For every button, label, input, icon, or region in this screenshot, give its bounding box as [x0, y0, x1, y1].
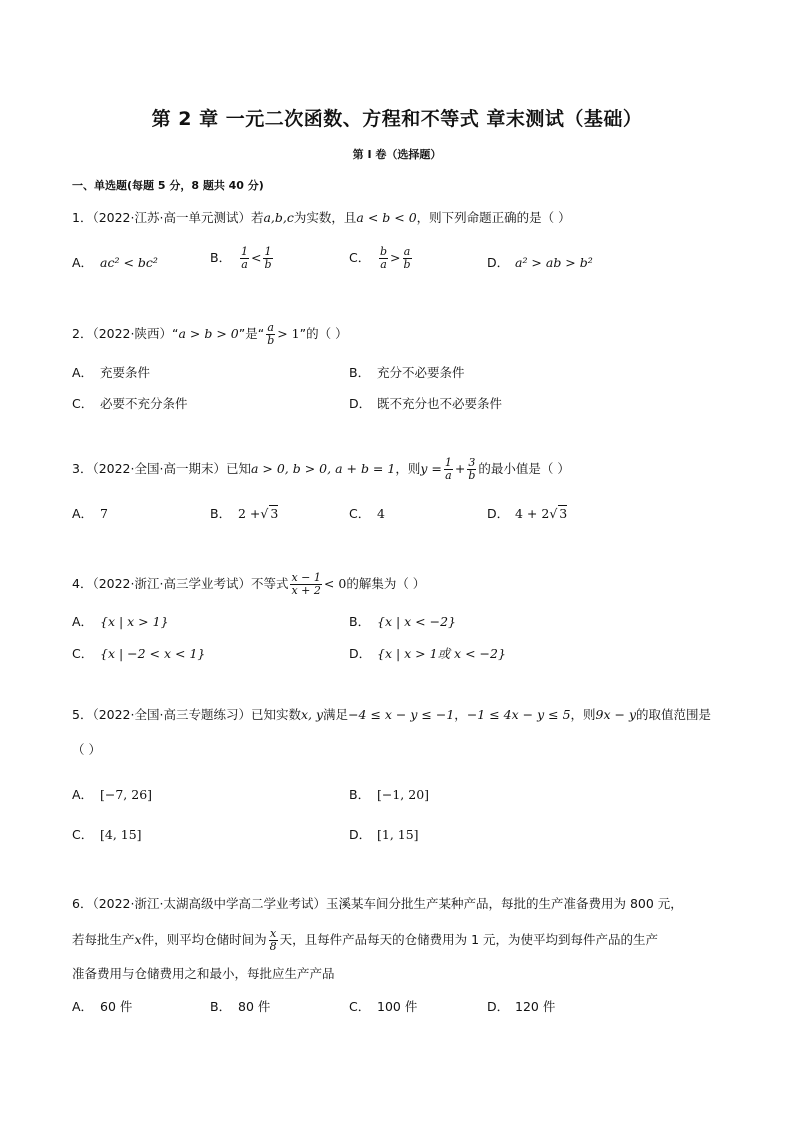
question-6-stem-line-2: 若每批生产x件，则平均仓储时间为 $\frac{x}{8}$ 天，且每件产品每天的仓储费用为 1 元，为使平均到每件产品的生产 [72, 927, 658, 953]
paper-subtitle: 第 I 卷（选择题） [352, 148, 442, 161]
question-4-option-b: B． {x | x < −2} [349, 614, 457, 629]
question-1-option-a: A． ac² < bc² [72, 255, 158, 270]
question-3-stem: 3．（2022·全国·高一期末）已知a > 0, b > 0, a + b = 1，则y = $\frac{1}{a}$ + $\frac{3}{b}$ 的最小值是（ ） [72, 456, 570, 482]
question-2-option-b: B． 充分不必要条件 [349, 365, 465, 380]
question-6-option-d: D． 120 件 [487, 999, 556, 1014]
question-2-stem: 2．（2022·陕西）“a > b > 0”是“ $\frac{a}{b}$ > 1”的（ ） [72, 321, 348, 347]
page-title: 第 2 章 一元二次函数、方程和不等式 章末测试（基础） [151, 108, 643, 130]
question-4-option-a: A． {x | x > 1} [72, 614, 169, 629]
question-1-stem: 1．（2022·江苏·高一单元测试）若a,b,c为实数，且a < b < 0，则下列命题正确的是（ ） [72, 210, 571, 225]
question-3-option-a: A． 7 [72, 506, 108, 521]
question-1-option-d: D． a² > ab > b² [487, 255, 593, 270]
question-6-option-c: C． 100 件 [349, 999, 418, 1014]
question-6-option-a: A． 60 件 [72, 999, 133, 1014]
question-5-stem-line-2: （ ） [72, 742, 101, 757]
question-4-stem: 4．（2022·浙江·高三学业考试）不等式 $\frac{x - 1}{x + 2}$ < 0的解集为（ ） [72, 571, 426, 597]
question-5-option-b: B． [−1, 20] [349, 787, 430, 802]
question-3-option-d: D． 4 + 2√ 3 [487, 506, 568, 521]
question-5-stem: 5．（2022·全国·高三专题练习）已知实数x, y满足−4 ≤ x − y ≤ −1，−1 ≤ 4x − y ≤ 5，则9x − y的取值范围是 [72, 707, 712, 722]
question-4-option-c: C． {x | −2 < x < 1} [72, 646, 206, 661]
question-2-option-c: C． 必要不充分条件 [72, 396, 188, 411]
question-1-option-b: B． $\frac{1}{a}$ < $\frac{1}{b}$ [210, 245, 272, 271]
question-6-stem-line-3: 准备费用与仓储费用之和最小，每批应生产产品 [72, 966, 335, 981]
question-3-option-c: C． 4 [349, 506, 385, 521]
question-5-option-c: C． [4, 15] [72, 827, 142, 842]
question-6-option-b: B． 80 件 [210, 999, 271, 1014]
question-3-option-b: B． 2 +√ 3 [210, 506, 279, 521]
section-heading: 一、单选题(每题 5 分，8 题共 40 分) [72, 179, 264, 192]
question-2-option-d: D． 既不充分也不必要条件 [349, 396, 503, 411]
question-6-stem-line-1: 6．（2022·浙江·太湖高级中学高二学业考试）玉溪某车间分批生产某种产品，每批的生产准备费用为 800 元， [72, 896, 683, 911]
question-5-option-d: D． [1, 15] [349, 827, 419, 842]
question-5-option-a: A． [−7, 26] [72, 787, 153, 802]
question-4-option-d: D． {x | x > 1或 x < −2} [349, 646, 506, 661]
question-1-option-c: C． $\frac{b}{a}$ > $\frac{a}{b}$ [349, 245, 411, 271]
question-2-option-a: A． 充要条件 [72, 365, 151, 380]
